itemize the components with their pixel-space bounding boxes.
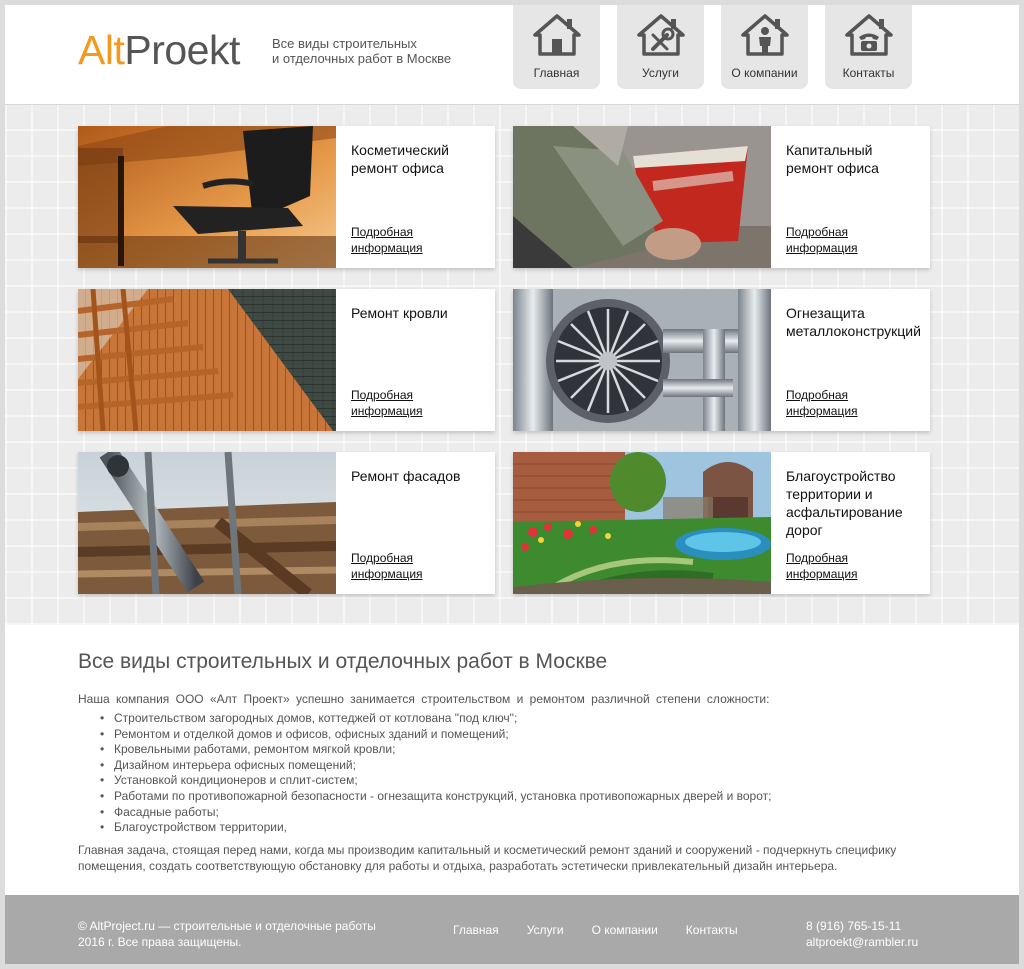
nav-item-about[interactable] <box>721 5 808 89</box>
service-card-cosmetic[interactable] <box>78 126 495 268</box>
service-title-line: территории и <box>786 486 873 502</box>
service-title-line: металлоконструкций <box>786 323 921 339</box>
more-info-line: информация <box>351 404 423 418</box>
service-title-line: Ремонт фасадов <box>351 468 461 484</box>
service-title-line: Косметический <box>351 142 449 158</box>
list-item: • Кровельными работами, ремонтом мягкой кровли; <box>100 742 948 758</box>
nav-label-contacts: Контакты <box>842 66 895 80</box>
service-title <box>351 141 485 177</box>
more-info-link[interactable] <box>351 387 423 419</box>
service-title-line: ремонт офиса <box>786 160 879 176</box>
more-info-line: информация <box>351 241 423 255</box>
service-info <box>771 289 931 431</box>
nav-item-contacts[interactable] <box>825 5 912 89</box>
services-list <box>100 711 948 836</box>
service-info <box>336 289 495 431</box>
copyright-line: 2016 г. Все права защищены. <box>78 935 242 949</box>
list-item: • Ремонтом и отделкой домов и офисов, офисных зданий и помещений; <box>100 727 948 743</box>
services-grid <box>5 104 1019 625</box>
footer-nav-contacts[interactable]: Контакты <box>685 923 738 937</box>
house-tools-icon <box>636 13 686 57</box>
list-item: • Фасадные работы; <box>100 805 948 821</box>
about-intro: Наша компания ООО «Алт Проект» успешно занимается строительством и ремонтом различной степени сложности: <box>78 692 770 706</box>
copyright-line: © AltProject.ru — строительные и отделочные работы <box>78 919 376 933</box>
footer-email[interactable]: altproekt@rambler.ru <box>806 935 919 949</box>
page-frame <box>5 5 1019 964</box>
house-icon <box>532 13 582 57</box>
footer <box>5 895 1019 964</box>
tagline-line2: и отделочных работ в Москве <box>272 51 452 66</box>
more-info-line: Подробная <box>351 225 414 239</box>
scaffold-image <box>78 452 336 594</box>
about-outro-line: помещения, создать соответствующую обстановку для работы и отдыха, разработать эстетически привлекательный дизайн интерьера. <box>78 858 838 873</box>
nav-label-services: Услуги <box>642 66 679 80</box>
service-title <box>351 467 485 485</box>
footer-nav-about[interactable]: О компании <box>591 923 658 937</box>
more-info-link[interactable] <box>351 224 423 256</box>
more-info-line: информация <box>351 567 423 581</box>
tagline-line1: Все виды строительных <box>272 36 417 51</box>
service-photo-office-chair[interactable] <box>78 126 336 268</box>
list-item: • Работами по противопожарной безопасности - огнезащита конструкций, установка противопожарных дверей и ворот; <box>100 789 948 805</box>
list-item: • Установкой кондиционеров и сплит-систем; <box>100 773 948 789</box>
office-chair-image <box>78 126 336 268</box>
service-title <box>351 304 485 322</box>
header <box>5 5 1019 104</box>
service-card-fireproofing[interactable] <box>513 289 930 431</box>
more-info-line: Подробная <box>786 225 849 239</box>
service-card-facade[interactable] <box>78 452 495 594</box>
footer-nav-home[interactable]: Главная <box>453 923 499 937</box>
about-heading: Все виды строительных и отделочных работ в Москве <box>78 650 608 673</box>
footer-nav <box>453 923 766 937</box>
house-phone-icon <box>844 13 894 57</box>
footer-contacts <box>806 918 918 950</box>
service-title-line: Ремонт кровли <box>351 305 448 321</box>
roof-image <box>78 289 336 431</box>
nav-label-about: О компании <box>731 66 798 80</box>
worker-mixing-image <box>513 126 771 268</box>
garden-image <box>513 452 771 594</box>
service-photo-ventilation[interactable] <box>513 289 771 431</box>
service-title <box>786 141 920 177</box>
more-info-line: информация <box>786 567 858 581</box>
service-card-capital[interactable] <box>513 126 930 268</box>
service-title <box>786 467 920 539</box>
list-item: • Благоустройством территории, <box>100 820 948 836</box>
service-title-line: асфальтирование <box>786 504 903 520</box>
service-title-line: Огнезащита <box>786 305 865 321</box>
footer-nav-services[interactable]: Услуги <box>526 923 564 937</box>
service-photo-garden[interactable] <box>513 452 771 594</box>
house-person-icon <box>740 13 790 57</box>
about-outro <box>78 842 948 874</box>
service-card-landscaping[interactable] <box>513 452 930 594</box>
service-title-line: ремонт офиса <box>351 160 444 176</box>
service-title <box>786 304 921 340</box>
more-info-line: Подробная <box>351 551 414 565</box>
tagline <box>272 36 482 66</box>
logo-alt: Alt <box>78 27 125 73</box>
service-photo-worker[interactable] <box>513 126 771 268</box>
nav-label-home: Главная <box>533 66 580 80</box>
more-info-link[interactable] <box>351 550 423 582</box>
ventilation-image <box>513 289 771 431</box>
nav-item-services[interactable] <box>617 5 704 89</box>
service-title-line: Благоустройство <box>786 468 896 484</box>
more-info-line: информация <box>786 241 858 255</box>
more-info-line: Подробная <box>351 388 414 402</box>
about-section <box>78 625 948 874</box>
nav-item-home[interactable] <box>513 5 600 89</box>
more-info-link[interactable] <box>786 550 858 582</box>
service-title-line: Капитальный <box>786 142 873 158</box>
list-item: • Строительством загородных домов, коттеджей от котлована "под ключ"; <box>100 711 948 727</box>
more-info-line: Подробная <box>786 551 849 565</box>
more-info-line: Подробная <box>786 388 849 402</box>
logo[interactable] <box>78 27 240 74</box>
list-item: • Дизайном интерьера офисных помещений; <box>100 758 948 774</box>
service-info <box>771 126 930 268</box>
service-info <box>771 452 930 594</box>
more-info-link[interactable] <box>786 224 858 256</box>
logo-proekt: Proekt <box>124 27 240 73</box>
service-photo-roof[interactable] <box>78 289 336 431</box>
service-info <box>336 126 495 268</box>
about-outro-line: Главная задача, стоящая перед нами, когда мы производим капитальный и косметический ремонт зданий и сооружений - подчеркнуть специфику <box>78 842 897 857</box>
service-card-roof[interactable] <box>78 289 495 431</box>
service-title-line: дорог <box>786 522 823 538</box>
main-nav <box>513 5 929 89</box>
more-info-link[interactable] <box>786 387 858 419</box>
footer-phone[interactable]: 8 (916) 765-15-11 <box>806 919 902 933</box>
service-photo-scaffold[interactable] <box>78 452 336 594</box>
service-info <box>336 452 495 594</box>
footer-copyright <box>78 918 408 950</box>
more-info-line: информация <box>786 404 858 418</box>
